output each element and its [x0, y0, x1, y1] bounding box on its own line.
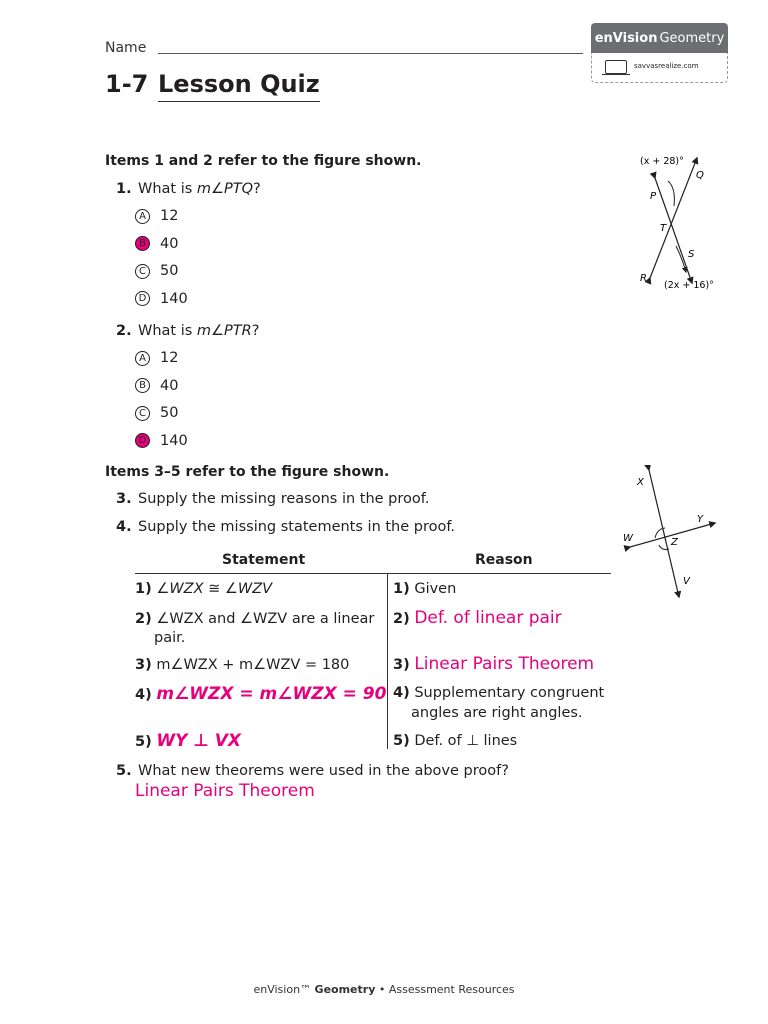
- row-1-reason-text: Given: [414, 581, 457, 597]
- point-v-label: V: [683, 576, 690, 587]
- row-4-number: 4): [135, 687, 152, 703]
- proof-row-5-statement: [135, 732, 241, 752]
- section1-heading: Items 1 and 2 refer to the figure shown.: [105, 153, 422, 169]
- option-value: 40: [160, 235, 179, 252]
- row-1-reason-number: 1): [393, 581, 410, 597]
- q1-option-c[interactable]: [135, 263, 178, 279]
- angle-bottom-label: (2x + 16)°: [664, 280, 714, 291]
- reason-header: Reason: [475, 552, 533, 568]
- question-2-var: m∠PTR: [196, 323, 252, 339]
- footer-bold: Geometry: [314, 983, 376, 996]
- row-5-reason-number: 5): [393, 733, 410, 749]
- row-4-statement-text: m∠WZX = m∠WZX = 90: [156, 684, 387, 704]
- point-t-label: T: [660, 223, 667, 234]
- question-3: [116, 491, 429, 507]
- row-5-reason-text: Def. of ⊥ lines: [414, 733, 518, 749]
- question-1-number: 1.: [116, 181, 132, 197]
- point-z-label: Z: [671, 537, 678, 548]
- question-2: [116, 323, 259, 339]
- point-r-label: R: [640, 273, 647, 284]
- angle-top-label: (x + 28)°: [640, 156, 684, 167]
- proof-header-rule: [135, 573, 611, 574]
- point-w-label: W: [623, 533, 633, 544]
- proof-row-4-statement: [135, 685, 386, 705]
- answer-bubble-b[interactable]: B: [135, 236, 150, 251]
- row-1-number: 1): [135, 581, 152, 597]
- question-2-number: 2.: [116, 323, 132, 339]
- row-2-reason-number: 2): [393, 611, 410, 627]
- option-value: 50: [160, 263, 179, 279]
- question-1-text: What is: [138, 181, 197, 197]
- question-5-number: 5.: [116, 763, 132, 779]
- question-4: [116, 519, 455, 535]
- row-4-reason-text-a: Supplementary congruent: [414, 685, 605, 701]
- row-4-reason-number: 4): [393, 685, 410, 701]
- row-5-number: 5): [135, 734, 152, 750]
- question-2-text: What is: [138, 323, 197, 339]
- point-p-label: P: [650, 191, 657, 202]
- brand-suffix: Geometry: [659, 30, 725, 46]
- proof-row-3-statement: [135, 656, 349, 675]
- question-5: [116, 763, 509, 779]
- option-value: 50: [160, 405, 179, 421]
- row-2-number: 2): [135, 611, 152, 627]
- proof-row-1-statement: [135, 580, 272, 599]
- question-1-var: m∠PTQ: [196, 181, 254, 197]
- proof-row-1-reason: [393, 580, 456, 599]
- footer-suffix: Assessment Resources: [388, 983, 515, 996]
- answer-bubble-a[interactable]: A: [135, 351, 150, 366]
- q1-option-d[interactable]: [135, 291, 188, 307]
- footer-bullet: •: [375, 983, 389, 996]
- question-4-number: 4.: [116, 519, 132, 535]
- row-2-statement-text-a: ∠WZX and ∠WZV are a linear: [156, 611, 375, 627]
- quiz-title: Lesson Quiz: [158, 70, 320, 102]
- q2-option-b[interactable]: [135, 378, 178, 394]
- point-y-label: Y: [697, 514, 704, 525]
- question-1: [116, 181, 261, 197]
- proof-row-4-reason: [393, 684, 604, 703]
- footer-prefix: enVision™: [253, 983, 312, 996]
- figure-perpendicular-lines: [615, 465, 725, 600]
- laptop-base-icon: [602, 74, 630, 75]
- q1-option-b[interactable]: [135, 236, 178, 252]
- page-footer: [0, 983, 768, 996]
- figure-intersecting-lines-1: [610, 148, 730, 298]
- row-4-reason-text-b: angles are right angles.: [411, 705, 583, 721]
- section2-heading: Items 3–5 refer to the figure shown.: [105, 464, 390, 480]
- laptop-icon: [605, 60, 627, 74]
- question-1-mark: ?: [253, 181, 261, 197]
- brand-url: savvasrealize.com: [634, 62, 699, 70]
- answer-bubble-a[interactable]: A: [135, 209, 150, 224]
- answer-bubble-b[interactable]: B: [135, 378, 150, 393]
- question-3-number: 3.: [116, 491, 132, 507]
- row-1-statement-text: ∠WZX ≅ ∠WZV: [156, 581, 273, 597]
- proof-row-2-statement: [135, 610, 374, 629]
- q2-option-d[interactable]: [135, 433, 188, 449]
- option-value: 40: [160, 377, 179, 394]
- question-4-text: Supply the missing statements in the proof.: [138, 519, 456, 535]
- proof-row-3-reason: [393, 655, 594, 675]
- row-3-reason-number: 3): [393, 657, 410, 673]
- row-2-statement-text-b: pair.: [154, 630, 186, 646]
- q1-option-a[interactable]: [135, 208, 178, 224]
- proof-row-5-reason: [393, 732, 517, 751]
- point-q-label: Q: [696, 170, 704, 181]
- brand-logo: [591, 23, 728, 53]
- point-s-label: S: [688, 249, 695, 260]
- row-2-reason-text: Def. of linear pair: [414, 608, 562, 628]
- option-value: 12: [160, 208, 179, 224]
- quiz-number: 1-7: [105, 70, 149, 98]
- q2-option-a[interactable]: [135, 350, 178, 366]
- answer-bubble-c[interactable]: C: [135, 406, 150, 421]
- option-value: 140: [160, 432, 188, 449]
- point-x-label: X: [637, 477, 644, 488]
- statement-header: Statement: [222, 552, 306, 568]
- row-5-statement-text: WY ⊥ VX: [156, 731, 242, 751]
- q2-option-c[interactable]: [135, 405, 178, 421]
- answer-bubble-d[interactable]: D: [135, 433, 150, 448]
- name-label: Name: [105, 40, 147, 56]
- proof-column-divider: [387, 574, 388, 749]
- question-5-text: What new theorems were used in the above proof?: [138, 763, 509, 779]
- answer-bubble-d[interactable]: D: [135, 291, 150, 306]
- proof-row-2-reason: [393, 609, 562, 629]
- question-5-answer: Linear Pairs Theorem: [135, 781, 315, 801]
- brand-prefix: enVision: [594, 30, 658, 46]
- name-line: [158, 53, 583, 54]
- option-value: 140: [160, 290, 188, 307]
- row-3-statement-text: m∠WZX + m∠WZV = 180: [156, 657, 350, 673]
- answer-bubble-c[interactable]: C: [135, 264, 150, 279]
- option-value: 12: [160, 350, 179, 366]
- question-2-mark: ?: [251, 323, 260, 339]
- row-3-reason-text: Linear Pairs Theorem: [414, 654, 595, 674]
- row-3-number: 3): [135, 657, 152, 673]
- question-3-text: Supply the missing reasons in the proof.: [138, 491, 430, 507]
